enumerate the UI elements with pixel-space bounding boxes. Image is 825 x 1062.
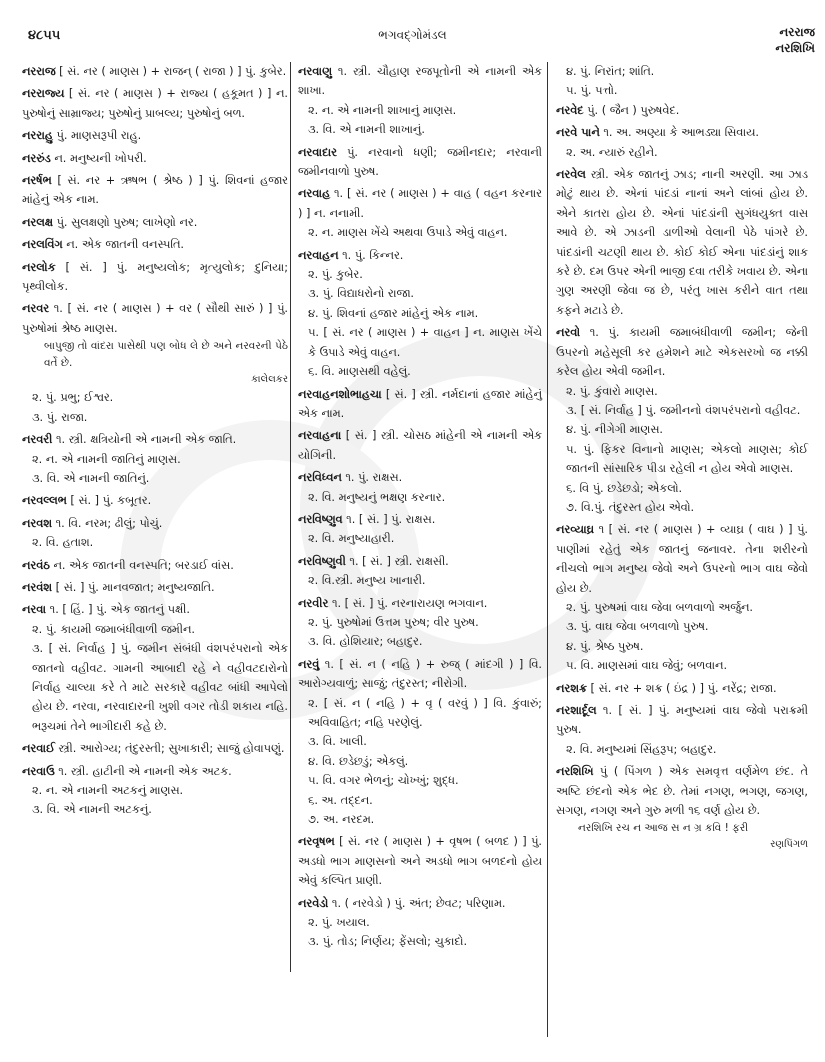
dictionary-entry	[556, 101, 808, 120]
sense-definition: ૩. વિ. ખાલી.	[308, 735, 367, 749]
headword: નરવંઠ	[22, 558, 50, 572]
headword: નરલક્ષ	[22, 215, 53, 229]
dictionary-entry	[22, 258, 288, 297]
headword: નરરુંડ	[22, 151, 51, 165]
dictionary-entry	[298, 468, 542, 507]
headword: નરલવિંગ	[22, 238, 63, 252]
entry-definition	[22, 556, 288, 575]
sense-definition: ૩. વિ. એ નામની જાતિનું.	[32, 471, 150, 485]
sense-definition: ૩. [ સં. નિર્વાહ ] પું. જમીનનો વંશપરંપરાનો વહીવટ.	[566, 403, 801, 417]
sense-definition: ૨. [ સં. ન ( નહિ ) + વૃ ( વરવું ) ] વિ. કુંવારું; અવિવાહિત; નહિ પરણેલું.	[308, 696, 542, 729]
sense-definition: ૨. પું. કુંવારો માણસ.	[566, 384, 658, 398]
definition-text: પું. ( જૈન ) પુરુષવેદ.	[587, 103, 680, 117]
entry-definition	[22, 491, 288, 510]
definition-text: ન. મનુષ્યની ખોપરી.	[54, 151, 147, 165]
entry-definition	[298, 832, 542, 890]
dictionary-entry	[22, 235, 288, 254]
dictionary-entry	[298, 62, 542, 140]
dictionary-entry	[298, 426, 542, 465]
sense-definition: ૭. વિ.પું. તંદુરસ્ત હોય એવો.	[566, 500, 695, 514]
dictionary-entry	[22, 430, 288, 488]
entry-definition	[298, 552, 542, 571]
definition-text: ન. એક જાતની વનસ્પતિ.	[66, 238, 185, 252]
sense-definition: ૨. પું. ખયાલ.	[308, 916, 370, 930]
sense-definition: ૨. વિ. હતાશ.	[32, 536, 94, 550]
dictionary-entry	[22, 171, 288, 210]
guide-word-last: નરશિખિ	[775, 41, 815, 55]
headword: નરલોક	[22, 260, 56, 274]
page-number: ૪૮૫૫	[28, 28, 61, 43]
headword: નરવલ્લભ	[22, 494, 67, 508]
continued-sense: ૪. પું. નિરાંત; શાંતિ.	[566, 65, 655, 78]
entry-definition	[22, 578, 288, 597]
definition-text: [ સં. નર ( માણસ ) + વૃષભ ( બળદ ) ] પું. અડધો ભાગ માણસનો અને અડધો ભાગ બળદનો હોય એવું કલ્પિત પ્રાણી.	[298, 835, 542, 888]
dictionary-entry	[22, 739, 288, 758]
citation-source: કાલેલકર	[251, 374, 288, 386]
citation-quote: નરશિખિ રચ ન આજ સ ન ગ્ર કવિ ! ફરી	[578, 822, 749, 835]
entry-definition	[556, 701, 808, 740]
dictionary-entry	[556, 762, 808, 853]
sense-definition: ૨. વિ. મનુષ્યનું ભક્ષણ કરનાર.	[308, 490, 446, 504]
headword: નરવિષ્ણુવી	[298, 554, 346, 568]
headword: નરવો	[556, 326, 581, 340]
entry-definition	[556, 679, 808, 698]
sense-definition: ૫. પું. ફિકર વિનાનો માણસ; એકલો માણસ; કોઈ જાતની સાંસારિક પીડા રહેલી ન હોય એવો માણસ.	[566, 442, 808, 476]
headword: નરવીર	[298, 596, 329, 610]
entry-definition	[298, 510, 542, 529]
book-title: ભગવદ્ગોમંડલ	[378, 28, 447, 42]
sense-definition: ૩. વિ. એ નામની શાખાનું.	[308, 123, 425, 137]
sense-definition: ૩. પું. તોડ; નિર્ણય; ફેંસલો; ચુકાદો.	[308, 935, 468, 949]
headword: નરવાહનશોભાહચા	[298, 387, 382, 401]
sense-definition: ૩. વિ. હોશિયાર; બહાદુર.	[308, 635, 423, 649]
sense-definition: ૨. પું. પ્રભુ; ઈશ્વર.	[32, 391, 114, 405]
sense-definition: ૪. વિ. છડેછડું; એકલું.	[308, 754, 409, 768]
entry-definition	[22, 739, 288, 758]
headword: નરવું	[298, 657, 320, 671]
sense-definition: ૩. પું. વિદ્યાધરોનો રાજા.	[308, 287, 415, 301]
sense-definition: ૩. વિ. એ નામની અટકનું.	[32, 803, 152, 817]
dictionary-entry	[22, 299, 288, 427]
definition-text: ૧. [ સં. નર ( માણસ ) + વાહ ( વહન કરનાર ) ] ન. નનામી.	[298, 187, 542, 220]
dictionary-entry	[298, 655, 542, 830]
definition-text: ૧. [ સં. ન ( નહિ ) + રુજ્ ( માંદગી ) ] વિ. આરોગ્યવાળું; સાજું; તંદુરસ્ત; નીરોગી.	[298, 657, 542, 691]
entry-definition	[298, 655, 542, 694]
headword: નરરાહુ	[22, 129, 53, 143]
dictionary-entry	[22, 556, 288, 575]
entry-definition	[22, 149, 288, 168]
sense-definition: ૪. પું. શ્રેષ્ઠ પુરુષ.	[566, 639, 644, 653]
definition-text: [ સં. ] પું. માનવજાત; મનુષ્યજાતિ.	[55, 580, 215, 594]
dictionary-entry	[298, 246, 542, 382]
entry-definition	[22, 600, 288, 619]
definition-text: ૧. વિ. નરમ; ઢીલું; પોચું.	[55, 516, 163, 530]
definition-text: [ સં. નર ( માણસ ) + રાજ્ય ( હકૂમત ) ] ન. પુરુષોનું સામ્રાજ્ય; પુરુષોનું પ્રાબલ્ય; પુરુષોનું બળ.	[22, 87, 288, 120]
sense-definition: ૨. ન. એ નામની અટકનું માણસ.	[32, 784, 184, 797]
definition-text: સ્ત્રી. એક જાતનું ઝાડ; નાની અરણી. આ ઝાડ મોટું થાય છે. એનાં પાંદડાં નાનાં અને લાંબાં હોય છે. એને કાતરા હોય છે. એનાં પાંદડાંની સુગંધયુક્ત વાસ આવે છે. એ ઝાડની ડાળીઓ વેલાની પેઠે પાંગરે છે. પાંદડાંની ચટણી થાય છે. કોઈ કોઈ એના પાંદડાંનું શાક કરે છે. દમ ઉપર એની ભાજી દવા તરીકે ખવાય છે. એના ગુણ અરણી જેવા જ છે, પરંતુ ખાસ કરીને વાત તથા કફને મટાડે છે.	[556, 168, 808, 317]
sense-definition: ૪. પું. નીગેગી માણસ.	[566, 423, 663, 437]
sense-definition: ૩. [ સં. નિર્વાહ ] પું. જમીન સંબંધી વંશપરંપરાનો એક જાતનો વહીવટ. ગામની આબાદી રહે ને વહીવટદારોનો નિર્વાહ ચાલ્યા કરે તે માટે સરકારે વહીવટ બાંધી આપેલો હોય છે. નરવા, નરવાદારની ખુશી વગર તોડી શકાય નહિ. ભરૂચમાં તેને ભાગીદારી કહે છે.	[32, 642, 288, 733]
citation-quote: બાપુજી તો વાંદરા પાસેથી પણ બોધ લે છે અને નરવરની પેઠે વર્તે છે.	[44, 340, 288, 370]
entry-definition	[22, 126, 288, 145]
entry-definition	[298, 184, 542, 223]
sense-definition: ૬. અ. તદ્દન.	[308, 793, 373, 807]
dictionary-entry	[556, 165, 808, 320]
sense-definition: ૭. અ. નરદમ.	[308, 813, 375, 827]
definition-text: [ સં. નર + શક્ર ( ઇંદ્ર ) ] પું. નરેંદ્ર; રાજા.	[590, 681, 777, 695]
headword: નરવે પાને	[556, 126, 600, 140]
dictionary-entry	[556, 679, 808, 698]
headword: નરવાઈ	[22, 742, 55, 756]
definition-text: [ સં. નર ( માણસ ) + રાજન્ ( રાજા ) ] પું. કુબેર.	[59, 65, 287, 78]
dictionary-entry	[298, 552, 542, 591]
entry-definition	[22, 762, 288, 781]
dictionary-entry	[298, 184, 542, 242]
entry-definition	[298, 385, 542, 424]
dictionary-entry	[22, 578, 288, 597]
definition-text: પું. માણસરૂપી રાહુ.	[56, 129, 142, 143]
headword: નરવેલ	[556, 168, 586, 182]
sense-definition: ૪. પું. શિવનાં હજાર માંહેનું એક નામ.	[308, 306, 479, 320]
entry-definition	[22, 299, 288, 338]
entry-definition	[22, 62, 288, 81]
headword: નરવેદ	[556, 103, 584, 117]
headword: નરવાહના	[298, 429, 342, 443]
definition-text: ૧. [ સં. ] પું. રાક્ષસ.	[346, 512, 436, 526]
entry-definition	[556, 762, 808, 820]
dictionary-entry	[22, 600, 288, 736]
dictionary-entry	[22, 84, 288, 123]
entry-definition	[22, 213, 288, 232]
sense-definition: ૨. અ. ન્યારું રહીને.	[566, 145, 658, 159]
sense-definition: ૨. પું. પુરુષમાં વાઘ જેવા બળવાળો અર્જુન.	[566, 600, 753, 614]
headword: નરરાજ્ય	[22, 87, 65, 101]
definition-text: ૧. ( નરવેડો ) પું. અંત; છેવટ; પરિણામ.	[331, 896, 506, 910]
dictionary-entry	[22, 149, 288, 168]
definition-text: પું. સુલક્ષણો પુરુષ; લાખેણો નર.	[56, 215, 198, 229]
definition-text: ન. એક જાતની વનસ્પતિ; બરડાઈ વાંસ.	[53, 558, 234, 572]
headword: નરવિધ્વન	[298, 471, 342, 485]
headword: નરવાહ	[298, 187, 331, 201]
definition-text: ૧. [ હિં. ] પું. એક જાતનું પક્ષી.	[49, 603, 190, 617]
sense-definition: ૨. ન. એ નામની શાખાનું માણસ.	[308, 103, 457, 117]
entry-definition	[556, 165, 808, 320]
entry-definition	[556, 520, 808, 598]
sense-definition: ૫. વિ. વગર ભેળનું; ચોખ્ખું; શુદ્ધ.	[308, 774, 459, 788]
definition-text: ૧. [ સં. ] પું. નરનારાયણ ભગવાન.	[331, 596, 488, 610]
entry-definition	[22, 258, 288, 297]
definition-text: ૧. [ સં. ] સ્ત્રી. રાક્ષસી.	[349, 554, 449, 568]
headword: નરર્ષભ	[22, 174, 52, 188]
sense-definition: ૨. પું. પુરુષોમાં ઉત્તમ પુરુષ; વીર પુરુષ.	[308, 615, 479, 629]
headword: નરવૃષભ	[298, 835, 335, 849]
sense-definition: ૬. વિ પું. છડેછડો; એકલો.	[566, 481, 683, 495]
entry-definition	[298, 894, 542, 913]
column-divider	[290, 62, 291, 972]
entry-definition	[298, 62, 542, 101]
headword: નરશક્ર	[556, 681, 587, 695]
definition-text: ૧. પું. કાયમી જમાબંધીવાળી જમીન; જેની ઉપરનો મહેસૂલી કર હમેશને માટે એકસરખો જ નક્કી કરેલ હોય એવી જમીન.	[556, 326, 808, 379]
sense-definition: ૨. વિ. મનુષ્યમાં સિંહરૂપ; બહાદુર.	[566, 742, 717, 756]
sense-definition: ૨. ન. એ નામની જાતિનું માણસ.	[32, 452, 181, 466]
headword: નરવ્યાઘ્ર	[556, 523, 594, 537]
definition-text: પું ( પિંગળ ) એક સમવૃત્ત વર્ણમેળ છંદ. તે અષ્ટિ છંદનો એક ભેદ છે. તેમાં નગણ, ભગણ, જગણ, સગણ, નગણ અને ગુરુ મળી ૧૬ વર્ણ હોય છે.	[556, 765, 808, 818]
headword: નરવર	[22, 302, 50, 316]
definition-text: ૧. સ્ત્રી. ચૌહાણ રજપૂતોની એ નામની એક શાખા.	[298, 65, 542, 98]
entry-definition	[22, 171, 288, 210]
column-divider	[547, 62, 548, 1037]
headword: નરવરી	[22, 433, 53, 447]
sense-definition: ૨. ન. માણસ ખેંચે અથવા ઉપાડે એવું વાહન.	[308, 226, 508, 240]
headword: નરવિષ્ણુવ	[298, 512, 343, 526]
dictionary-entry	[298, 594, 542, 652]
entry-definition	[556, 101, 808, 120]
dictionary-entry	[556, 520, 808, 675]
dictionary-entry	[298, 385, 542, 424]
entry-definition	[298, 246, 542, 265]
sense-definition: ૩. પું. વાઘ જેવા બળવાળો પુરુષ.	[566, 620, 709, 634]
definition-text: [ સં. ] સ્ત્રી. નર્મદાનાં હજાર માંહેનું એક નામ.	[298, 387, 542, 420]
sense-definition: ૨. પું. કુબેર.	[308, 268, 363, 282]
dictionary-entry	[22, 514, 288, 553]
entry-definition	[556, 123, 808, 142]
dictionary-entry	[22, 126, 288, 145]
continued-sense: ૫. પું. પત્તો.	[566, 84, 618, 98]
definition-text: ૧. સ્ત્રી. હાટીની એ નામની એક અટક.	[58, 764, 232, 778]
dictionary-entry	[298, 832, 542, 890]
column-3	[556, 62, 808, 856]
sense-definition: ૨. વિ.સ્ત્રી. મનુષ્ય ખાનારી.	[308, 574, 426, 588]
definition-text: [ સં. ] પું. મનુષ્યલોક; મૃત્યુલોક; દુનિયા; પૃથ્વીલોક.	[22, 260, 288, 294]
citation-source: રણપિંગળ	[770, 839, 808, 851]
definition-text: ૧. સ્ત્રી. ક્ષત્રિયોની એ નામની એક જાતિ.	[55, 433, 237, 447]
definition-text: પું. નરવાનો ધણી; જમીનદાર; નરવાની જમીનવાળો પુરુષ.	[298, 145, 542, 179]
headword: નરવેડો	[298, 896, 329, 910]
headword: નરરાજ	[22, 65, 56, 78]
headword: નરવાણુ	[298, 65, 332, 78]
headword: નરશાર્દૂલ	[556, 704, 597, 717]
dictionary-entry	[22, 762, 288, 820]
column-2	[298, 62, 542, 955]
entry-definition	[298, 594, 542, 613]
definition-text: ૧. પું. કિન્નર.	[342, 248, 404, 262]
headword: નરવાઉ	[22, 764, 55, 778]
definition-text: [ સં. ] સ્ત્રી. ચોસઠ માંહેની એ નામની એક યોગિની.	[298, 429, 542, 462]
dictionary-entry	[298, 143, 542, 182]
dictionary-entry	[22, 491, 288, 510]
entry-definition	[298, 426, 542, 465]
definition-text: ૧. [ સં. ] પું. મનુષ્યમાં વાઘ જેવો પરાક્રમી પુરુષ.	[556, 704, 809, 737]
headword: નરશિખિ	[556, 765, 594, 779]
headword: નરવાદાર	[298, 145, 337, 159]
sense-definition: ૫. વિ. માણસમાં વાઘ જેવું; બળવાન.	[566, 659, 728, 673]
page-header	[0, 22, 825, 62]
sense-definition: ૩. પું. રાજા.	[32, 410, 88, 424]
headword: નરવંશ	[22, 580, 53, 594]
sense-definition: ૬. વિ. માણસથી વહેલું.	[308, 365, 411, 379]
dictionary-entry	[556, 123, 808, 162]
dictionary-entry	[556, 323, 808, 517]
definition-text: સ્ત્રી. આરોગ્ય; તંદુરસ્તી; સુખાકારી; સાજું હોવાપણું.	[58, 742, 285, 756]
definition-text: ૧. [ સં. નર ( માણસ ) + વર ( સૌથી સારું ) ] પું. પુરુષોમાં શ્રેષ્ઠ માણસ.	[22, 302, 288, 335]
sense-definition: ૨. વિ. મનુષ્યાહારી.	[308, 532, 395, 546]
definition-text: ૧. પું. રાક્ષસ.	[345, 471, 403, 485]
dictionary-entry	[556, 701, 808, 759]
dictionary-entry	[22, 62, 288, 81]
headword: નરવશ	[22, 516, 53, 530]
sense-definition: ૫. [ સં. નર ( માણસ ) + વાહન ] ન. માણસ ખેંચે કે ઉપાડે એવું વાહન.	[308, 326, 542, 359]
headword: નરવાહન	[298, 248, 339, 262]
definition-text: ૧ [ સં. નર ( માણસ ) + વ્યાઘ્ર ( વાઘ ) ] પું. પાણીમાં રહેતું એક જાતનું જનાવર. તેના શરીરનો નીચલો ભાગ મનુષ્ય જેવો અને ઉપરનો ભાગ વાઘ જેવો હોય છે.	[556, 523, 808, 595]
guide-word-first: નરરાજ	[779, 25, 815, 39]
entry-definition	[22, 235, 288, 254]
guide-words	[775, 24, 815, 56]
entry-definition	[556, 323, 808, 381]
sense-definition: ૨. પું. કાયમી જમાબંધીવાળી જમીન.	[32, 622, 195, 636]
entry-definition	[298, 468, 542, 487]
entry-definition	[22, 84, 288, 123]
dictionary-entry	[22, 213, 288, 232]
headword: નરવા	[22, 603, 47, 617]
entry-definition	[22, 430, 288, 449]
dictionary-entry	[298, 894, 542, 952]
definition-text: [ સં. ] પું. કબૂતર.	[70, 494, 152, 508]
column-1	[22, 62, 288, 823]
entry-definition	[298, 143, 542, 182]
definition-text: ૧. અ. અણ્યા કે આભડ્યા સિવાય.	[603, 126, 759, 140]
entry-definition	[22, 514, 288, 533]
definition-text: [ સં. નર + ઋષભ ( શ્રેષ્ઠ ) ] પું. શિવનાં હજાર માંહેનું એક નામ.	[22, 174, 288, 207]
dictionary-entry	[298, 510, 542, 549]
